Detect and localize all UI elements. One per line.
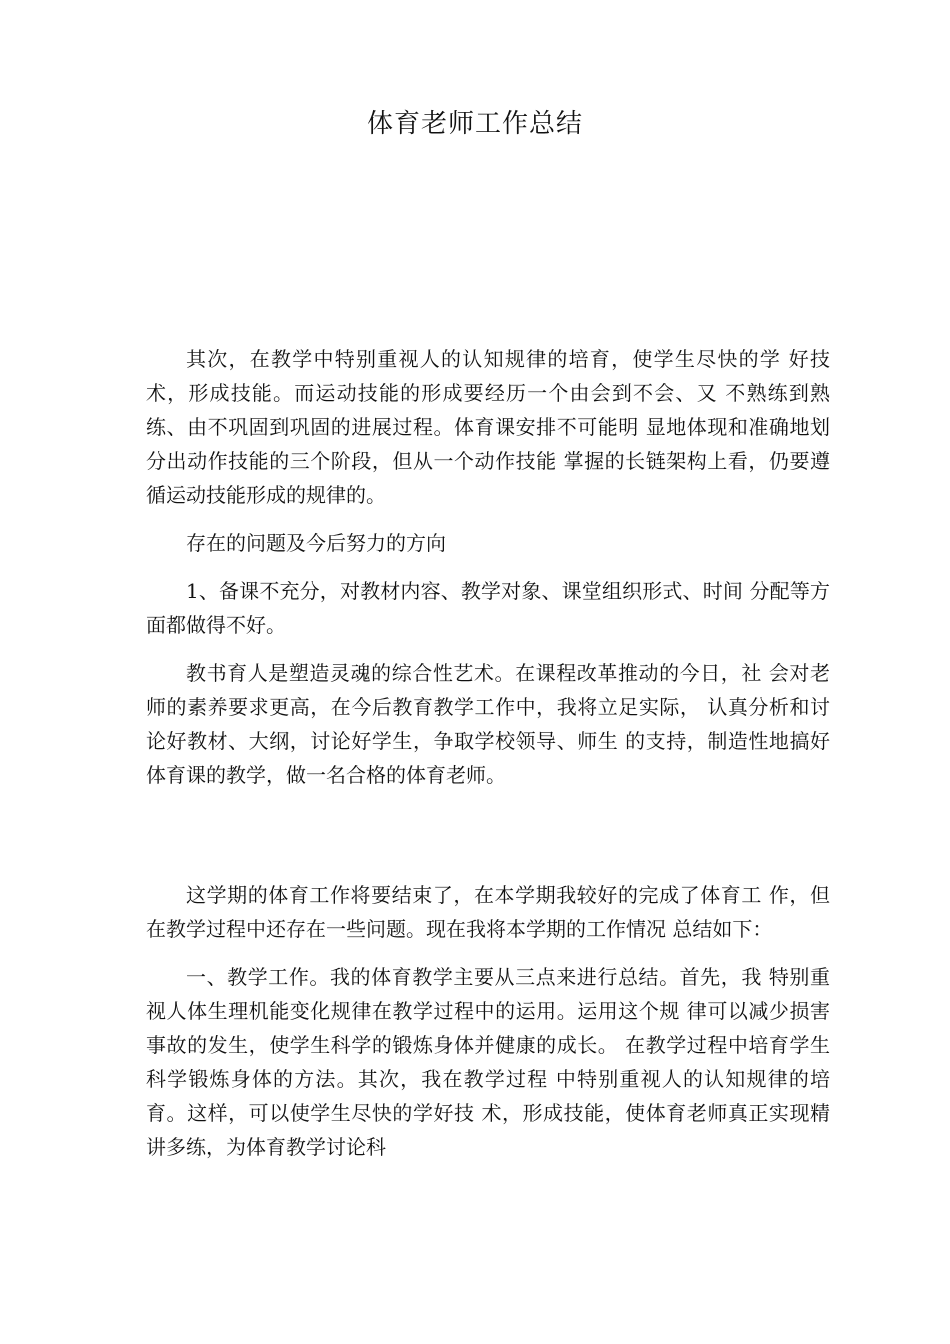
paragraph-teaching-work: 一、教学工作。我的体育教学主要从三点来进行总结。首先，我 特别重视人体生理机能变化规律在教学过程中的运用。运用这个规 律可以减少损害事故的发生，使学生科学的锻炼身体并健康的成长。 在教学过程中培育学生科学锻炼身体的方法。其次，我在教学过程 中特别重视人的认知规律的培育。这样，可以使学生尽快的学好技 术，形成技能，使体育老师真正实现精讲多练，为体育教学讨论科 xyxy=(146,965,830,1159)
paragraph-term-intro: 这学期的体育工作将要结束了，在本学期我较好的完成了体育工 作，但在教学过程中还存在一些问题。现在我将本学期的工作情况 总结如下： xyxy=(146,883,830,941)
section-teaching-reflection xyxy=(146,342,830,806)
section-term-summary xyxy=(146,878,830,1178)
document-title: 体育老师工作总结 xyxy=(366,109,583,139)
paragraph-problems-heading: 存在的问题及今后努力的方向 xyxy=(186,531,446,555)
paragraph-cognitive-training: 其次，在教学中特别重视人的认知规律的培育，使学生尽快的学 好技术，形成技能。而运动技能的形成要经历一个由会到不会、又 不熟练到熟练、由不巩固到巩固的进展过程。体育课安排不可能明 显地体现和准确地划分出动作技能的三个阶段，但从一个动作技能 掌握的长链架构上看，仍要遵循运动技能形成的规律的。 xyxy=(146,347,830,507)
paragraph-education-art: 教书育人是塑造灵魂的综合性艺术。在课程改革推动的今日，社 会对老师的素养要求更高，在今后教育教学工作中，我将立足实际， 认真分析和讨论好教材、大纲，讨论好学生，争取学校领导、师生 的支持，制造性地搞好体育课的教学，做一名合格的体育老师。 xyxy=(146,661,830,787)
paragraph-lesson-prep: 1、备课不充分，对教材内容、教学对象、课堂组织形式、时间 分配等方面都做得不好。 xyxy=(146,579,830,637)
